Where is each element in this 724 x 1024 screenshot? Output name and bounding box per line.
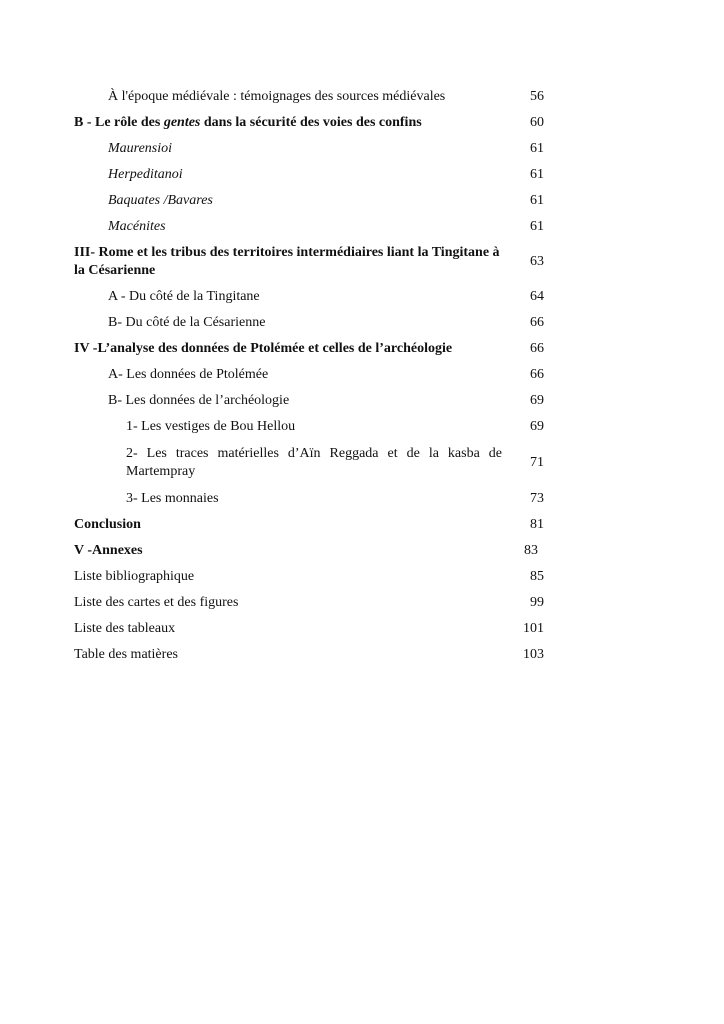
toc-entry-label: Macénites	[108, 219, 166, 234]
toc-entry	[74, 616, 544, 642]
toc-entry	[74, 388, 544, 414]
toc-entry-page: 73	[530, 491, 544, 506]
toc-entry-page: 69	[530, 393, 544, 408]
toc-entry-page: 99	[530, 595, 544, 610]
toc-entry	[74, 162, 544, 188]
toc-entry	[74, 564, 544, 590]
toc-entry-label: Conclusion	[74, 517, 141, 532]
toc-entry	[74, 362, 544, 388]
toc-entry-label: 3- Les monnaies	[126, 491, 219, 506]
toc-entry	[74, 136, 544, 162]
toc-entry	[74, 240, 544, 284]
toc-entry	[74, 84, 544, 110]
toc-entry	[74, 642, 544, 668]
toc-entry-label: 1- Les vestiges de Bou Hellou	[126, 419, 296, 434]
toc-entry-page: 61	[530, 193, 544, 208]
toc-entry-page: 81	[530, 517, 544, 532]
toc-entry-label: B- Du côté de la Césarienne	[108, 315, 266, 330]
toc-entry	[74, 590, 544, 616]
toc-entry	[74, 538, 544, 564]
toc-entry-page: 69	[530, 419, 544, 434]
toc-entry-label: Liste des tableaux	[74, 621, 176, 636]
toc-entry	[74, 284, 544, 310]
toc-entry	[74, 512, 544, 538]
toc-entry-page: 66	[530, 315, 544, 330]
toc-entry-label: Liste bibliographique	[74, 569, 195, 584]
toc-entry	[74, 188, 544, 214]
toc-entry-label: A - Du côté de la Tingitane	[108, 289, 260, 304]
toc-entry-label: IV -L’analyse des données de Ptolémée et celles de l’archéologie	[74, 341, 453, 356]
toc-entry	[74, 110, 544, 136]
toc-entry-label: Baquates /Bavares	[108, 193, 213, 208]
toc-entry-label	[74, 114, 502, 132]
toc-entry-label: III- Rome et les tribus des territoires intermédiaires liant la Tingitane à la Césarienne	[74, 245, 500, 278]
toc-entry	[74, 214, 544, 240]
toc-entry-page: 103	[523, 647, 544, 662]
toc-entry-label-start: B - Le rôle des	[74, 115, 164, 130]
toc-entry-page: 64	[530, 289, 544, 304]
toc-entry-label: Liste des cartes et des figures	[74, 595, 239, 610]
toc-entry	[74, 336, 544, 362]
toc-entry-page: 66	[530, 367, 544, 382]
toc-entry-page: 83	[524, 543, 538, 558]
toc-entry-page: 61	[530, 167, 544, 182]
toc-entry-page: 66	[530, 341, 544, 356]
toc-entry-page: 61	[530, 141, 544, 156]
toc-entry-page: 71	[530, 455, 544, 470]
toc-entry-label-end: dans la sécurité des voies des confins	[200, 115, 422, 130]
table-of-contents	[74, 84, 544, 668]
toc-entry-label: B- Les données de l’archéologie	[108, 393, 290, 408]
toc-entry-page: 85	[530, 569, 544, 584]
toc-entry-label: V -Annexes	[74, 543, 143, 558]
toc-entry-label: Maurensioi	[108, 141, 173, 156]
toc-entry-page: 63	[530, 254, 544, 269]
toc-entry-page: 60	[530, 115, 544, 130]
toc-entry-label: A- Les données de Ptolémée	[108, 367, 269, 382]
toc-entry-page: 101	[523, 621, 544, 636]
toc-entry-label: 2- Les traces matérielles d’Aïn Reggada et de la kasba de Martempray	[126, 446, 502, 479]
toc-entry-label: Herpeditanoi	[108, 167, 183, 182]
toc-entry	[74, 414, 544, 440]
toc-entry	[74, 310, 544, 336]
toc-entry-page: 56	[530, 89, 544, 104]
toc-entry-label: À l'époque médiévale : témoignages des sources médiévales	[108, 89, 446, 104]
toc-entry-label-emphasis: gentes	[163, 115, 201, 130]
toc-entry	[74, 440, 544, 486]
toc-entry	[74, 486, 544, 512]
toc-entry-page: 61	[530, 219, 544, 234]
toc-entry-label: Table des matières	[74, 647, 178, 662]
